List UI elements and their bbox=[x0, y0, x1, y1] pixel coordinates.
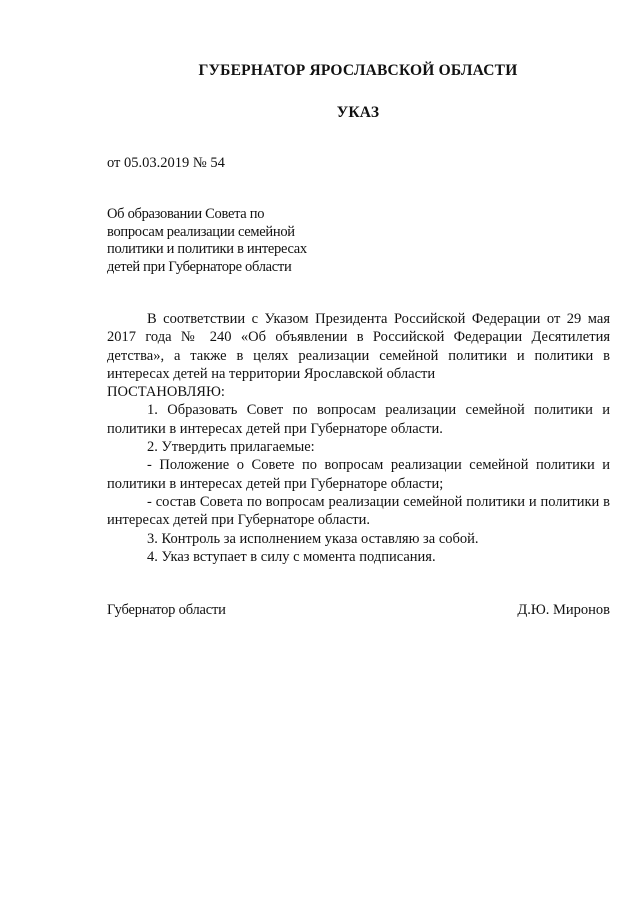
decree-operative-word: ПОСТАНОВЛЯЮ: bbox=[107, 384, 225, 401]
decree-item: 2. Утвердить прилагаемые: bbox=[147, 439, 315, 456]
signatory-position: Губернатор области bbox=[107, 602, 226, 618]
document-type-heading: УКАЗ bbox=[336, 104, 380, 121]
decree-date-number: от 05.03.2019 № 54 bbox=[107, 155, 225, 171]
decree-item: - состав Совета по вопросам реализации семейной политики и политики в интересах детей при Губернаторе области. bbox=[107, 493, 610, 529]
subject-line: Об образовании Совета по bbox=[107, 206, 265, 222]
issuing-authority-heading: ГУБЕРНАТОР ЯРОСЛАВСКОЙ ОБЛАСТИ bbox=[198, 62, 518, 79]
subject-line: вопросам реализации семейной bbox=[107, 223, 295, 240]
decree-body bbox=[107, 310, 610, 566]
decree-item: 1. Образовать Совет по вопросам реализации семейной политики и политики в интересах детей при Губернаторе области. bbox=[107, 402, 610, 437]
decree-subject bbox=[107, 206, 367, 276]
subject-line: детей при Губернаторе области bbox=[107, 258, 292, 275]
decree-item: 3. Контроль за исполнением указа оставляю за собой. bbox=[147, 530, 479, 547]
signatory-name: Д.Ю. Миронов bbox=[517, 602, 610, 618]
decree-item: - Положение о Совете по вопросам реализации семейной политики и политики в интересах детей при Губернаторе области; bbox=[107, 457, 610, 492]
subject-line: политики и политики в интересах bbox=[107, 241, 307, 257]
decree-item: 4. Указ вступает в силу с момента подписания. bbox=[147, 548, 436, 565]
preamble-paragraph: В соответствии с Указом Президента Российской Федерации от 29 мая 2017 года № 240 «Об объявлении в Российской Федерации Десятилетия детства», а также в целях реализации семейной политики и политики в интересах детей на территории Ярославской области bbox=[107, 311, 610, 382]
